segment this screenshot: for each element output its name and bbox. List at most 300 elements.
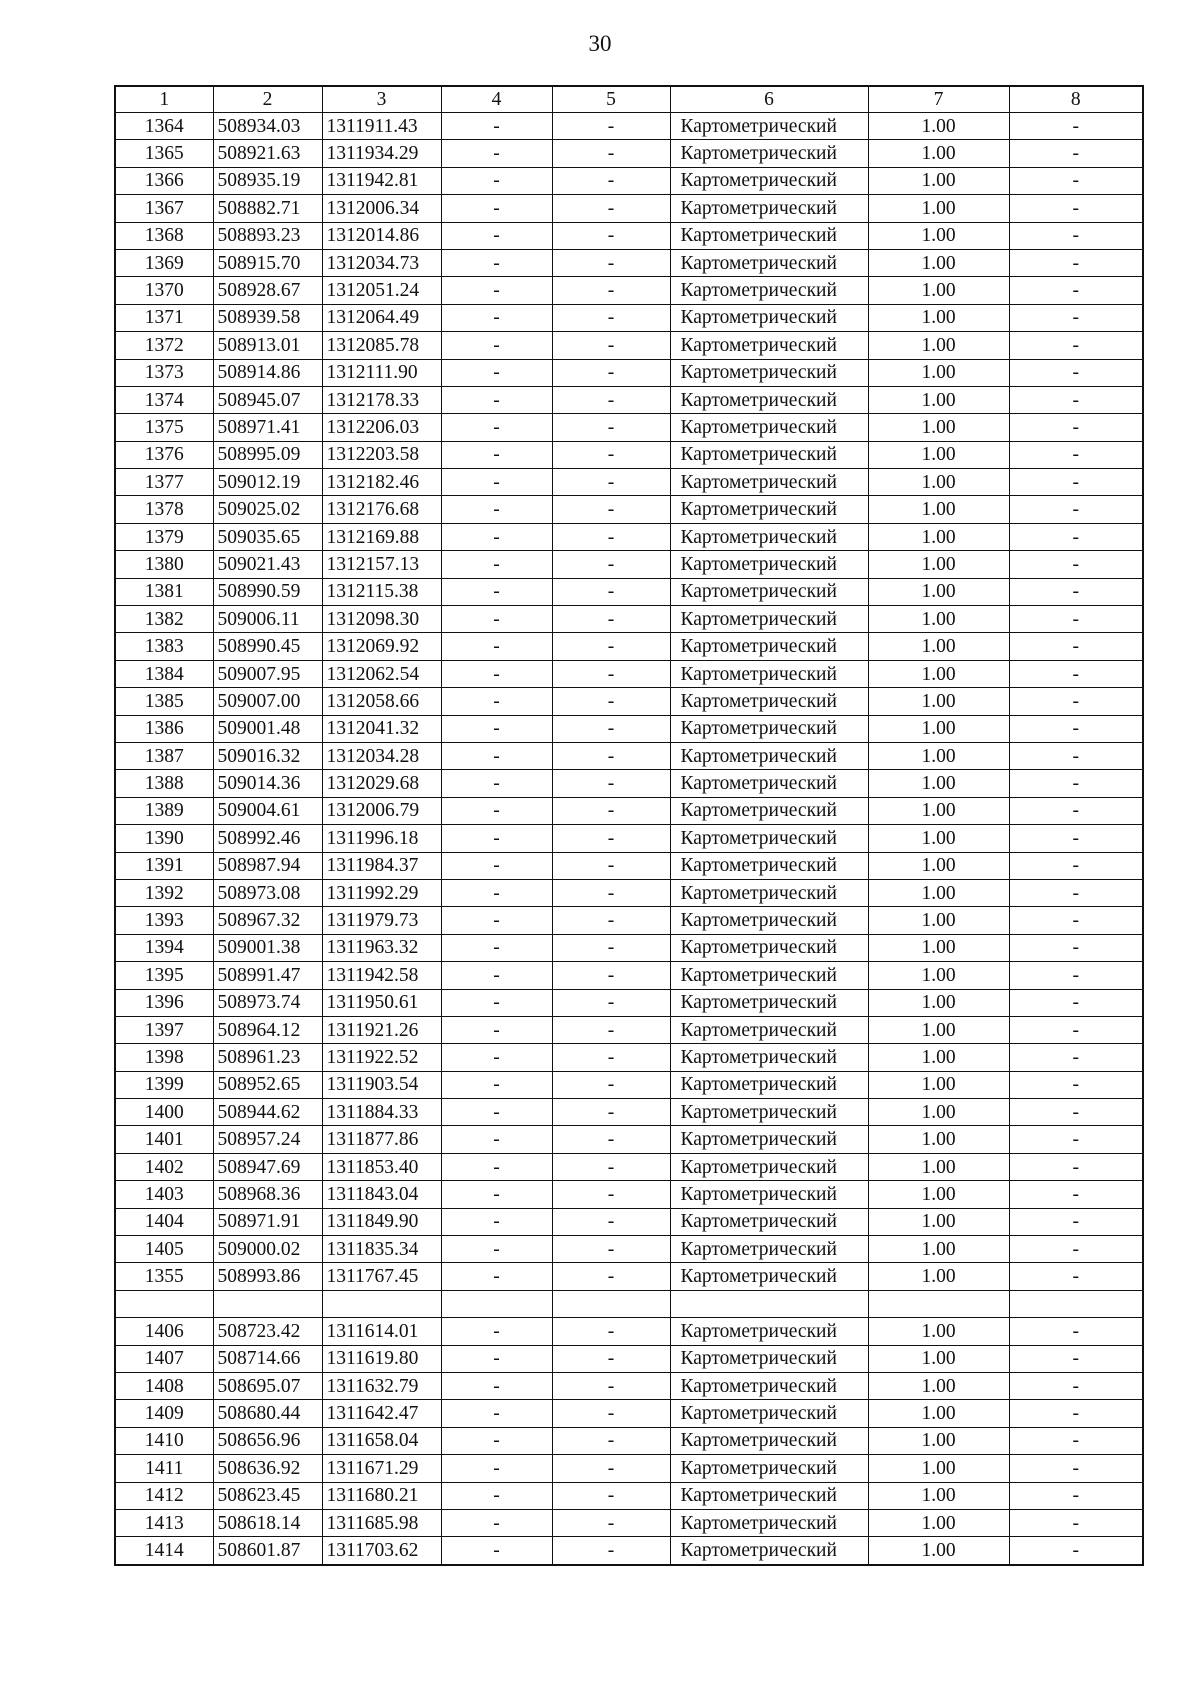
column-8-cell: -	[1009, 113, 1143, 140]
accuracy-cell: 1.00	[868, 167, 1009, 194]
accuracy-cell: 1.00	[868, 1126, 1009, 1153]
point-number-cell: 1389	[115, 797, 213, 824]
y-coordinate-cell: 1311942.58	[322, 962, 441, 989]
column-8-cell: -	[1009, 578, 1143, 605]
point-number-cell: 1406	[115, 1318, 213, 1345]
method-cell: Картометрический	[670, 1482, 868, 1509]
table-header-row	[115, 86, 1143, 113]
column-8-cell: -	[1009, 934, 1143, 961]
accuracy-cell: 1.00	[868, 195, 1009, 222]
point-number-cell: 1379	[115, 523, 213, 550]
table-row	[115, 1044, 1143, 1071]
x-coordinate-cell: 508961.23	[213, 1044, 322, 1071]
point-number-cell: 1371	[115, 304, 213, 331]
x-coordinate-cell: 508995.09	[213, 441, 322, 468]
point-number-cell: 1412	[115, 1482, 213, 1509]
column-5-cell: -	[552, 496, 670, 523]
method-cell: Картометрический	[670, 167, 868, 194]
accuracy-cell: 1.00	[868, 852, 1009, 879]
table-row	[115, 1400, 1143, 1427]
accuracy-cell: 1.00	[868, 140, 1009, 167]
y-coordinate-cell: 1312058.66	[322, 688, 441, 715]
point-number-cell: 1413	[115, 1509, 213, 1536]
point-number-cell: 1397	[115, 1016, 213, 1043]
point-number-cell: 1403	[115, 1181, 213, 1208]
column-header: 8	[1009, 86, 1143, 113]
method-cell: Картометрический	[670, 879, 868, 906]
method-cell: Картометрический	[670, 1016, 868, 1043]
column-8-cell: -	[1009, 359, 1143, 386]
table-row	[115, 277, 1143, 304]
column-5-cell: -	[552, 1427, 670, 1454]
accuracy-cell: 1.00	[868, 1236, 1009, 1263]
column-4-cell: -	[441, 167, 552, 194]
method-cell: Картометрический	[670, 852, 868, 879]
column-4-cell: -	[441, 825, 552, 852]
column-8-cell: -	[1009, 989, 1143, 1016]
y-coordinate-cell: 1312111.90	[322, 359, 441, 386]
method-cell: Картометрический	[670, 907, 868, 934]
column-4-cell: -	[441, 1509, 552, 1536]
accuracy-cell: 1.00	[868, 332, 1009, 359]
point-number-cell: 1405	[115, 1236, 213, 1263]
point-number-cell: 1410	[115, 1427, 213, 1454]
column-8-cell: -	[1009, 1372, 1143, 1399]
x-coordinate-cell: 508967.32	[213, 907, 322, 934]
y-coordinate-cell: 1312041.32	[322, 715, 441, 742]
column-8-cell: -	[1009, 1455, 1143, 1482]
column-4-cell: -	[441, 606, 552, 633]
y-coordinate-cell: 1311703.62	[322, 1537, 441, 1565]
column-5-cell: -	[552, 1455, 670, 1482]
x-coordinate-cell: 508714.66	[213, 1345, 322, 1372]
method-cell: Картометрический	[670, 1263, 868, 1290]
column-4-cell: -	[441, 715, 552, 742]
column-8-cell: -	[1009, 1427, 1143, 1454]
y-coordinate-cell	[322, 1290, 441, 1317]
x-coordinate-cell: 508601.87	[213, 1537, 322, 1565]
column-4-cell: -	[441, 1126, 552, 1153]
x-coordinate-cell: 509035.65	[213, 523, 322, 550]
table-row	[115, 770, 1143, 797]
point-number-cell: 1400	[115, 1099, 213, 1126]
y-coordinate-cell: 1311992.29	[322, 879, 441, 906]
method-cell: Картометрический	[670, 1537, 868, 1565]
accuracy-cell: 1.00	[868, 962, 1009, 989]
y-coordinate-cell: 1312069.92	[322, 633, 441, 660]
column-8-cell: -	[1009, 1181, 1143, 1208]
column-4-cell: -	[441, 140, 552, 167]
column-header: 3	[322, 86, 441, 113]
accuracy-cell: 1.00	[868, 879, 1009, 906]
column-5-cell: -	[552, 195, 670, 222]
point-number-cell: 1391	[115, 852, 213, 879]
y-coordinate-cell: 1312182.46	[322, 469, 441, 496]
table-blank-row	[115, 1290, 1143, 1317]
column-5-cell: -	[552, 277, 670, 304]
accuracy-cell: 1.00	[868, 496, 1009, 523]
column-8-cell: -	[1009, 304, 1143, 331]
table-body	[115, 86, 1143, 1565]
column-4-cell: -	[441, 469, 552, 496]
method-cell: Картометрический	[670, 1153, 868, 1180]
x-coordinate-cell: 508913.01	[213, 332, 322, 359]
accuracy-cell: 1.00	[868, 770, 1009, 797]
point-number-cell: 1355	[115, 1263, 213, 1290]
y-coordinate-cell: 1312176.68	[322, 496, 441, 523]
column-8-cell: -	[1009, 879, 1143, 906]
x-coordinate-cell: 508914.86	[213, 359, 322, 386]
table-row	[115, 688, 1143, 715]
table-row	[115, 578, 1143, 605]
accuracy-cell: 1.00	[868, 277, 1009, 304]
x-coordinate-cell: 508987.94	[213, 852, 322, 879]
method-cell: Картометрический	[670, 1345, 868, 1372]
method-cell: Картометрический	[670, 551, 868, 578]
method-cell: Картометрический	[670, 249, 868, 276]
column-4-cell: -	[441, 742, 552, 769]
accuracy-cell: 1.00	[868, 386, 1009, 413]
point-number-cell: 1374	[115, 386, 213, 413]
page-number: 30	[588, 31, 612, 56]
column-5-cell: -	[552, 989, 670, 1016]
column-5-cell: -	[552, 1016, 670, 1043]
accuracy-cell: 1.00	[868, 1537, 1009, 1565]
table-row	[115, 551, 1143, 578]
column-8-cell: -	[1009, 715, 1143, 742]
method-cell: Картометрический	[670, 1099, 868, 1126]
y-coordinate-cell: 1311979.73	[322, 907, 441, 934]
point-number-cell: 1382	[115, 606, 213, 633]
y-coordinate-cell: 1311963.32	[322, 934, 441, 961]
accuracy-cell: 1.00	[868, 1400, 1009, 1427]
y-coordinate-cell: 1311671.29	[322, 1455, 441, 1482]
column-5-cell: -	[552, 140, 670, 167]
accuracy-cell: 1.00	[868, 934, 1009, 961]
accuracy-cell: 1.00	[868, 660, 1009, 687]
point-number-cell: 1384	[115, 660, 213, 687]
column-5-cell: -	[552, 523, 670, 550]
x-coordinate-cell: 508893.23	[213, 222, 322, 249]
method-cell: Картометрический	[670, 660, 868, 687]
accuracy-cell: 1.00	[868, 523, 1009, 550]
column-4-cell: -	[441, 1400, 552, 1427]
y-coordinate-cell: 1311835.34	[322, 1236, 441, 1263]
column-5-cell: -	[552, 1345, 670, 1372]
y-coordinate-cell: 1311921.26	[322, 1016, 441, 1043]
y-coordinate-cell: 1312203.58	[322, 441, 441, 468]
accuracy-cell: 1.00	[868, 606, 1009, 633]
method-cell: Картометрический	[670, 304, 868, 331]
y-coordinate-cell: 1312014.86	[322, 222, 441, 249]
x-coordinate-cell: 509014.36	[213, 770, 322, 797]
x-coordinate-cell: 508695.07	[213, 1372, 322, 1399]
column-5-cell: -	[552, 1071, 670, 1098]
column-8-cell: -	[1009, 277, 1143, 304]
column-8-cell: -	[1009, 195, 1143, 222]
column-4-cell: -	[441, 1153, 552, 1180]
table-row	[115, 1537, 1143, 1565]
x-coordinate-cell: 509007.95	[213, 660, 322, 687]
table-row	[115, 469, 1143, 496]
table-row	[115, 962, 1143, 989]
method-cell: Картометрический	[670, 1509, 868, 1536]
column-8-cell: -	[1009, 1071, 1143, 1098]
y-coordinate-cell: 1311911.43	[322, 113, 441, 140]
accuracy-cell: 1.00	[868, 1181, 1009, 1208]
accuracy-cell: 1.00	[868, 1509, 1009, 1536]
column-header: 5	[552, 86, 670, 113]
column-5-cell: -	[552, 1537, 670, 1565]
method-cell: Картометрический	[670, 1372, 868, 1399]
column-4-cell: -	[441, 1236, 552, 1263]
point-number-cell: 1387	[115, 742, 213, 769]
table-row	[115, 1427, 1143, 1454]
accuracy-cell: 1.00	[868, 1455, 1009, 1482]
table-row	[115, 907, 1143, 934]
x-coordinate-cell: 508934.03	[213, 113, 322, 140]
method-cell: Картометрический	[670, 277, 868, 304]
method-cell: Картометрический	[670, 688, 868, 715]
x-coordinate-cell: 508882.71	[213, 195, 322, 222]
column-5-cell: -	[552, 1482, 670, 1509]
column-5-cell: -	[552, 1236, 670, 1263]
x-coordinate-cell: 508944.62	[213, 1099, 322, 1126]
accuracy-cell: 1.00	[868, 578, 1009, 605]
column-8-cell: -	[1009, 167, 1143, 194]
method-cell: Картометрический	[670, 606, 868, 633]
point-number-cell: 1366	[115, 167, 213, 194]
x-coordinate-cell: 508952.65	[213, 1071, 322, 1098]
column-5-cell: -	[552, 222, 670, 249]
column-4-cell: -	[441, 852, 552, 879]
point-number-cell: 1396	[115, 989, 213, 1016]
x-coordinate-cell: 508723.42	[213, 1318, 322, 1345]
method-cell: Картометрический	[670, 770, 868, 797]
y-coordinate-cell: 1311614.01	[322, 1318, 441, 1345]
column-4-cell: -	[441, 414, 552, 441]
method-cell: Картометрический	[670, 1236, 868, 1263]
column-4-cell: -	[441, 332, 552, 359]
column-8-cell: -	[1009, 332, 1143, 359]
y-coordinate-cell: 1311934.29	[322, 140, 441, 167]
method-cell: Картометрический	[670, 496, 868, 523]
point-number-cell: 1399	[115, 1071, 213, 1098]
column-5-cell: -	[552, 332, 670, 359]
method-cell: Картометрический	[670, 1427, 868, 1454]
column-5-cell: -	[552, 742, 670, 769]
column-4-cell: -	[441, 1372, 552, 1399]
table-row	[115, 1455, 1143, 1482]
accuracy-cell: 1.00	[868, 1044, 1009, 1071]
table-row	[115, 304, 1143, 331]
point-number-cell: 1388	[115, 770, 213, 797]
column-5-cell: -	[552, 414, 670, 441]
point-number-cell: 1380	[115, 551, 213, 578]
column-4-cell: -	[441, 195, 552, 222]
column-5-cell: -	[552, 1400, 670, 1427]
point-number-cell: 1407	[115, 1345, 213, 1372]
table-row	[115, 1482, 1143, 1509]
column-8-cell: -	[1009, 770, 1143, 797]
method-cell: Картометрический	[670, 1318, 868, 1345]
column-8-cell: -	[1009, 414, 1143, 441]
point-number-cell: 1372	[115, 332, 213, 359]
column-8-cell: -	[1009, 1345, 1143, 1372]
table-row	[115, 195, 1143, 222]
x-coordinate-cell: 508990.45	[213, 633, 322, 660]
accuracy-cell: 1.00	[868, 825, 1009, 852]
x-coordinate-cell: 508928.67	[213, 277, 322, 304]
accuracy-cell: 1.00	[868, 1071, 1009, 1098]
table-row	[115, 167, 1143, 194]
table-row	[115, 1509, 1143, 1536]
column-8-cell: -	[1009, 1509, 1143, 1536]
x-coordinate-cell: 508993.86	[213, 1263, 322, 1290]
table-row	[115, 989, 1143, 1016]
x-coordinate-cell: 508935.19	[213, 167, 322, 194]
table-row	[115, 359, 1143, 386]
column-4-cell: -	[441, 1016, 552, 1043]
table-row	[115, 1099, 1143, 1126]
accuracy-cell: 1.00	[868, 249, 1009, 276]
x-coordinate-cell: 509000.02	[213, 1236, 322, 1263]
column-4-cell: -	[441, 523, 552, 550]
y-coordinate-cell: 1312034.28	[322, 742, 441, 769]
table-row	[115, 797, 1143, 824]
column-8-cell: -	[1009, 386, 1143, 413]
column-5-cell: -	[552, 386, 670, 413]
column-5-cell: -	[552, 359, 670, 386]
point-number-cell: 1385	[115, 688, 213, 715]
y-coordinate-cell: 1311877.86	[322, 1126, 441, 1153]
y-coordinate-cell: 1312206.03	[322, 414, 441, 441]
method-cell: Картометрический	[670, 222, 868, 249]
column-4-cell: -	[441, 797, 552, 824]
table-row	[115, 332, 1143, 359]
method-cell: Картометрический	[670, 633, 868, 660]
column-5-cell: -	[552, 167, 670, 194]
table-row	[115, 523, 1143, 550]
column-8-cell: -	[1009, 962, 1143, 989]
point-number-cell: 1411	[115, 1455, 213, 1482]
point-number-cell: 1409	[115, 1400, 213, 1427]
column-8-cell: -	[1009, 1400, 1143, 1427]
point-number-cell: 1390	[115, 825, 213, 852]
table-row	[115, 633, 1143, 660]
accuracy-cell: 1.00	[868, 1482, 1009, 1509]
x-coordinate-cell: 508636.92	[213, 1455, 322, 1482]
x-coordinate-cell: 509021.43	[213, 551, 322, 578]
point-number-cell: 1414	[115, 1537, 213, 1565]
accuracy-cell: 1.00	[868, 222, 1009, 249]
y-coordinate-cell: 1312006.79	[322, 797, 441, 824]
column-4-cell: -	[441, 688, 552, 715]
table-row	[115, 1372, 1143, 1399]
table-row	[115, 852, 1143, 879]
column-4-cell: -	[441, 551, 552, 578]
column-5-cell: -	[552, 578, 670, 605]
method-cell: Картометрический	[670, 934, 868, 961]
x-coordinate-cell: 508990.59	[213, 578, 322, 605]
x-coordinate-cell: 508968.36	[213, 1181, 322, 1208]
point-number-cell: 1375	[115, 414, 213, 441]
column-4-cell: -	[441, 496, 552, 523]
column-4-cell: -	[441, 386, 552, 413]
column-4-cell: -	[441, 1427, 552, 1454]
table-row	[115, 606, 1143, 633]
method-cell: Картометрический	[670, 1044, 868, 1071]
y-coordinate-cell: 1311619.80	[322, 1345, 441, 1372]
column-5-cell: -	[552, 879, 670, 906]
column-8-cell: -	[1009, 660, 1143, 687]
y-coordinate-cell: 1312051.24	[322, 277, 441, 304]
x-coordinate-cell: 508656.96	[213, 1427, 322, 1454]
method-cell: Картометрический	[670, 742, 868, 769]
column-8-cell: -	[1009, 551, 1143, 578]
column-5-cell: -	[552, 1208, 670, 1235]
column-5-cell: -	[552, 606, 670, 633]
column-8-cell	[1009, 1290, 1143, 1317]
column-4-cell: -	[441, 633, 552, 660]
y-coordinate-cell: 1311658.04	[322, 1427, 441, 1454]
accuracy-cell: 1.00	[868, 742, 1009, 769]
y-coordinate-cell: 1312098.30	[322, 606, 441, 633]
method-cell: Картометрический	[670, 962, 868, 989]
point-number-cell: 1377	[115, 469, 213, 496]
column-8-cell: -	[1009, 852, 1143, 879]
accuracy-cell: 1.00	[868, 989, 1009, 1016]
column-5-cell: -	[552, 715, 670, 742]
column-8-cell: -	[1009, 140, 1143, 167]
accuracy-cell: 1.00	[868, 1153, 1009, 1180]
accuracy-cell: 1.00	[868, 551, 1009, 578]
method-cell: Картометрический	[670, 797, 868, 824]
y-coordinate-cell: 1311996.18	[322, 825, 441, 852]
column-5-cell: -	[552, 469, 670, 496]
table-row	[115, 1016, 1143, 1043]
column-8-cell: -	[1009, 825, 1143, 852]
point-number-cell: 1401	[115, 1126, 213, 1153]
method-cell: Картометрический	[670, 386, 868, 413]
column-8-cell: -	[1009, 1016, 1143, 1043]
point-number-cell: 1392	[115, 879, 213, 906]
accuracy-cell	[868, 1290, 1009, 1317]
x-coordinate-cell: 508618.14	[213, 1509, 322, 1536]
column-8-cell: -	[1009, 606, 1143, 633]
column-8-cell: -	[1009, 633, 1143, 660]
column-4-cell: -	[441, 962, 552, 989]
point-number-cell: 1402	[115, 1153, 213, 1180]
x-coordinate-cell: 508964.12	[213, 1016, 322, 1043]
method-cell: Картометрический	[670, 359, 868, 386]
y-coordinate-cell: 1311922.52	[322, 1044, 441, 1071]
x-coordinate-cell	[213, 1290, 322, 1317]
y-coordinate-cell: 1312115.38	[322, 578, 441, 605]
x-coordinate-cell: 508971.41	[213, 414, 322, 441]
column-4-cell: -	[441, 1482, 552, 1509]
point-number-cell: 1368	[115, 222, 213, 249]
y-coordinate-cell: 1312006.34	[322, 195, 441, 222]
column-5-cell: -	[552, 1153, 670, 1180]
column-header: 4	[441, 86, 552, 113]
accuracy-cell: 1.00	[868, 113, 1009, 140]
column-8-cell: -	[1009, 1126, 1143, 1153]
column-5-cell: -	[552, 962, 670, 989]
point-number-cell: 1386	[115, 715, 213, 742]
column-5-cell: -	[552, 1181, 670, 1208]
x-coordinate-cell: 509025.02	[213, 496, 322, 523]
